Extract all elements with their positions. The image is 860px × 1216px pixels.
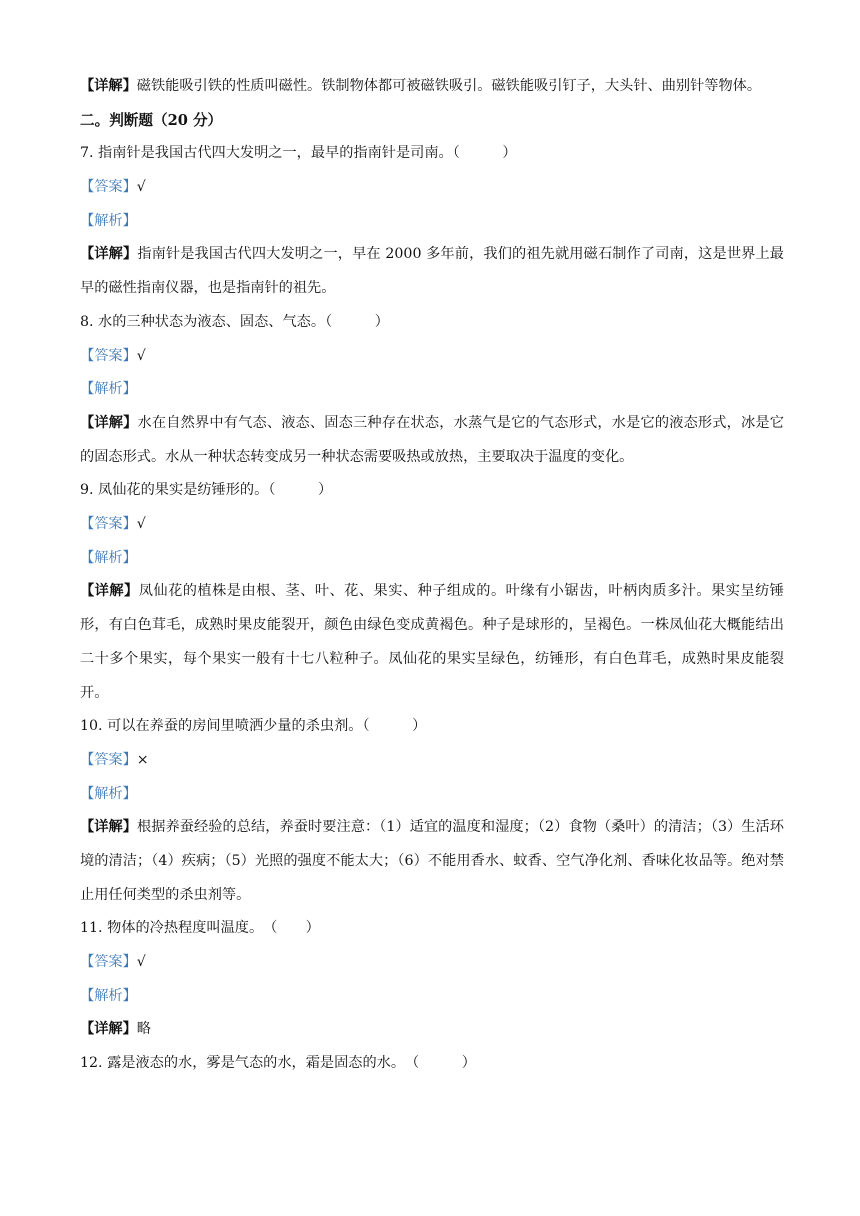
analysis-label: 【解析】 [80,987,137,1004]
question-text: 11. 物体的冷热程度叫温度。 （ ） [80,920,320,937]
detail-text: 略 [136,1021,151,1038]
answer-value: √ [136,516,146,533]
question-text: 10. 可以在养蚕的房间里喷洒少量的杀虫剂。（ ） [80,718,427,735]
analysis-label: 【解析】 [80,549,137,566]
answer-label: 【答案】 [80,954,137,971]
answer-value: √ [136,179,146,196]
question-text: 9. 凤仙花的果实是纺锤形的。（ ） [80,482,333,499]
detail-block [80,575,784,710]
answer-value: × [136,751,149,768]
answer-row [80,340,784,374]
analysis-label: 【解析】 [80,785,137,802]
question-text: 7. 指南针是我国古代四大发明之一，最早的指南针是司南。（ ） [80,145,517,162]
detail-block [80,811,784,912]
answer-label: 【答案】 [80,516,137,533]
detail-label: 【详解】 [80,246,138,263]
analysis-label: 【解析】 [80,212,137,229]
detail-text: 凤仙花的植株是由根、茎、叶、花、果实、种子组成的。叶缘有小锯齿，叶柄肉质多汁。果实呈纺锤形，有白色茸毛，成熟时果皮能裂开，颜色由绿色变成黄褐色。种子是球形的，呈褐色。一株凤仙花大概能结出二十多个果实，每个果实一般有十七八粒种子。凤仙花的果实呈绿色，纺锤形，有白色茸毛，成熟时果皮能裂开。 [80,583,784,701]
question-text: 12. 露是液态的水，雾是气态的水，霜是固态的水。 （ ） [80,1055,476,1072]
detail-label: 【详解】 [80,583,139,600]
detail-block [80,238,784,305]
answer-row [80,946,784,980]
answer-label: 【答案】 [80,347,137,364]
answer-label: 【答案】 [80,179,137,196]
analysis-label: 【解析】 [80,381,137,398]
answer-value: √ [136,954,146,971]
detail-text: 水在自然界中有气态、液态、固态三种存在状态，水蒸气是它的气态形式，水是它的液态形式，冰是它的固态形式。水从一种状态转变成另一种状态需要吸热或放热，主要取决于温度的变化。 [80,414,784,465]
detail-label: 【详解】 [80,78,137,94]
detail-label: 【详解】 [80,819,137,836]
detail-block [80,1013,784,1047]
question-text: 8. 水的三种状态为液态、固态、气态。（ ） [80,313,389,330]
detail-text: 根据养蚕经验的总结，养蚕时要注意：（1）适宜的温度和湿度；（2）食物（桑叶）的清洁；（3）生活环境的清洁；（4）疾病；（5）光照的强度不能太大；（6）不能用香水、蚊香、空气净化剂、香味化妆品等。绝对禁止用任何类型的杀虫剂等。 [80,819,784,903]
detail-text: 磁铁能吸引铁的性质叫磁性。铁制物体都可被磁铁吸引。磁铁能吸引钉子，大头针、曲别针等物体。 [136,78,762,94]
section-title: 二。判断题（20 分） [80,111,223,129]
answer-row [80,744,784,778]
detail-block [80,70,784,104]
detail-label: 【详解】 [80,414,138,431]
answer-value: √ [136,347,146,364]
detail-text: 指南针是我国古代四大发明之一，早在 2000 多年前，我们的祖先就用磁石制作了司南，这是世界上最早的磁性指南仪器，也是指南针的祖先。 [80,246,784,297]
detail-label: 【详解】 [80,1021,137,1038]
answer-label: 【答案】 [80,751,137,768]
page-content [80,70,784,1081]
detail-block [80,407,784,474]
answer-row [80,508,784,542]
answer-row [80,171,784,205]
